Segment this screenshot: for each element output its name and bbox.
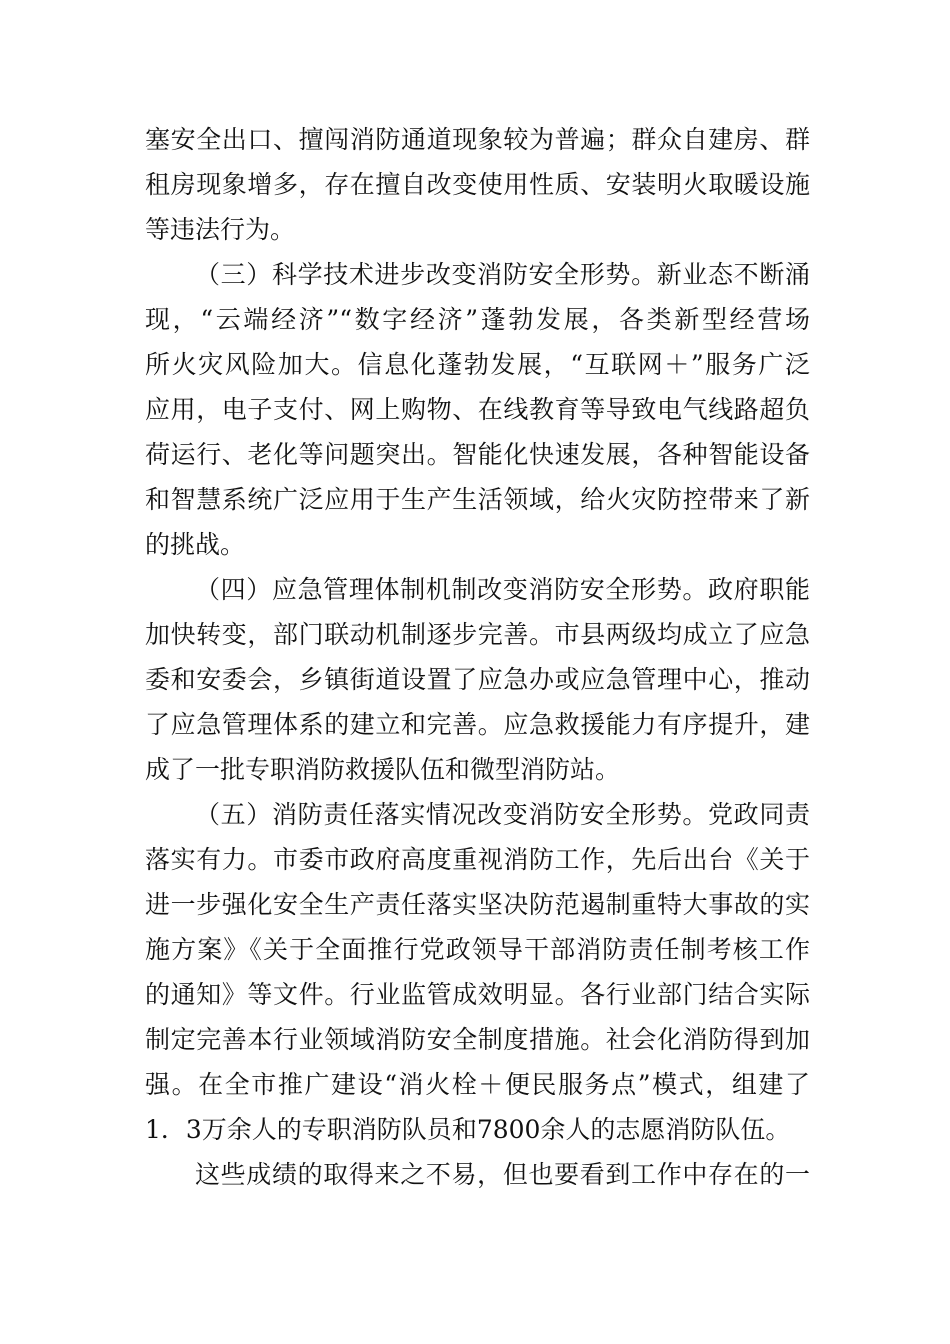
text-line: 落实有力。市委市政府高度重视消防工作，先后出台《关于 xyxy=(145,845,810,874)
text-line: 1．3万余人的专职消防队员和7800余人的志愿消防队伍。 xyxy=(145,1115,791,1144)
paragraph-heading-line: （五）消防责任落实情况改变消防安全形势。党政同责 xyxy=(195,800,810,829)
text-line: 这些成绩的取得来之不易，但也要看到工作中存在的一 xyxy=(195,1160,810,1189)
text-line: 成了一批专职消防救援队伍和微型消防站。 xyxy=(145,755,621,784)
text-line: 塞安全出口、擅闯消防通道现象较为普遍；群众自建房、群 xyxy=(145,125,810,154)
text-line: 荷运行、老化等问题突出。智能化快速发展，各种智能设备 xyxy=(145,440,810,469)
paragraph-heading-line: （四）应急管理体制机制改变消防安全形势。政府职能 xyxy=(195,575,810,604)
text-line: 所火灾风险加大。信息化蓬勃发展，“互联网＋”服务广泛 xyxy=(145,350,810,379)
text-line: 加快转变，部门联动机制逐步完善。市县两级均成立了应急 xyxy=(145,620,810,649)
text-line: 等违法行为。 xyxy=(145,215,296,244)
text-line: 委和安委会，乡镇街道设置了应急办或应急管理中心，推动 xyxy=(145,665,810,694)
paragraph-heading-line: （三）科学技术进步改变消防安全形势。新业态不断涌 xyxy=(195,260,810,289)
text-line: 的通知》等文件。行业监管成效明显。各行业部门结合实际 xyxy=(145,980,810,1009)
text-line: 施方案》《关于全面推行党政领导干部消防责任制考核工作 xyxy=(145,935,810,964)
text-line: 和智慧系统广泛应用于生产生活领域，给火灾防控带来了新 xyxy=(145,485,810,514)
text-line: 强。在全市推广建设“消火栓＋便民服务点”模式，组建了 xyxy=(145,1070,810,1099)
text-line: 制定完善本行业领域消防安全制度措施。社会化消防得到加 xyxy=(145,1025,810,1054)
text-line: 应用，电子支付、网上购物、在线教育等导致电气线路超负 xyxy=(145,395,810,424)
text-line: 进一步强化安全生产责任落实坚决防范遏制重特大事故的实 xyxy=(145,890,810,919)
text-line: 了应急管理体系的建立和完善。应急救援能力有序提升，建 xyxy=(145,710,810,739)
text-line: 租房现象增多，存在擅自改变使用性质、安装明火取暖设施 xyxy=(145,170,810,199)
text-line: 现，“云端经济”“数字经济”蓬勃发展，各类新型经营场 xyxy=(145,305,810,334)
text-line: 的挑战。 xyxy=(145,530,246,559)
